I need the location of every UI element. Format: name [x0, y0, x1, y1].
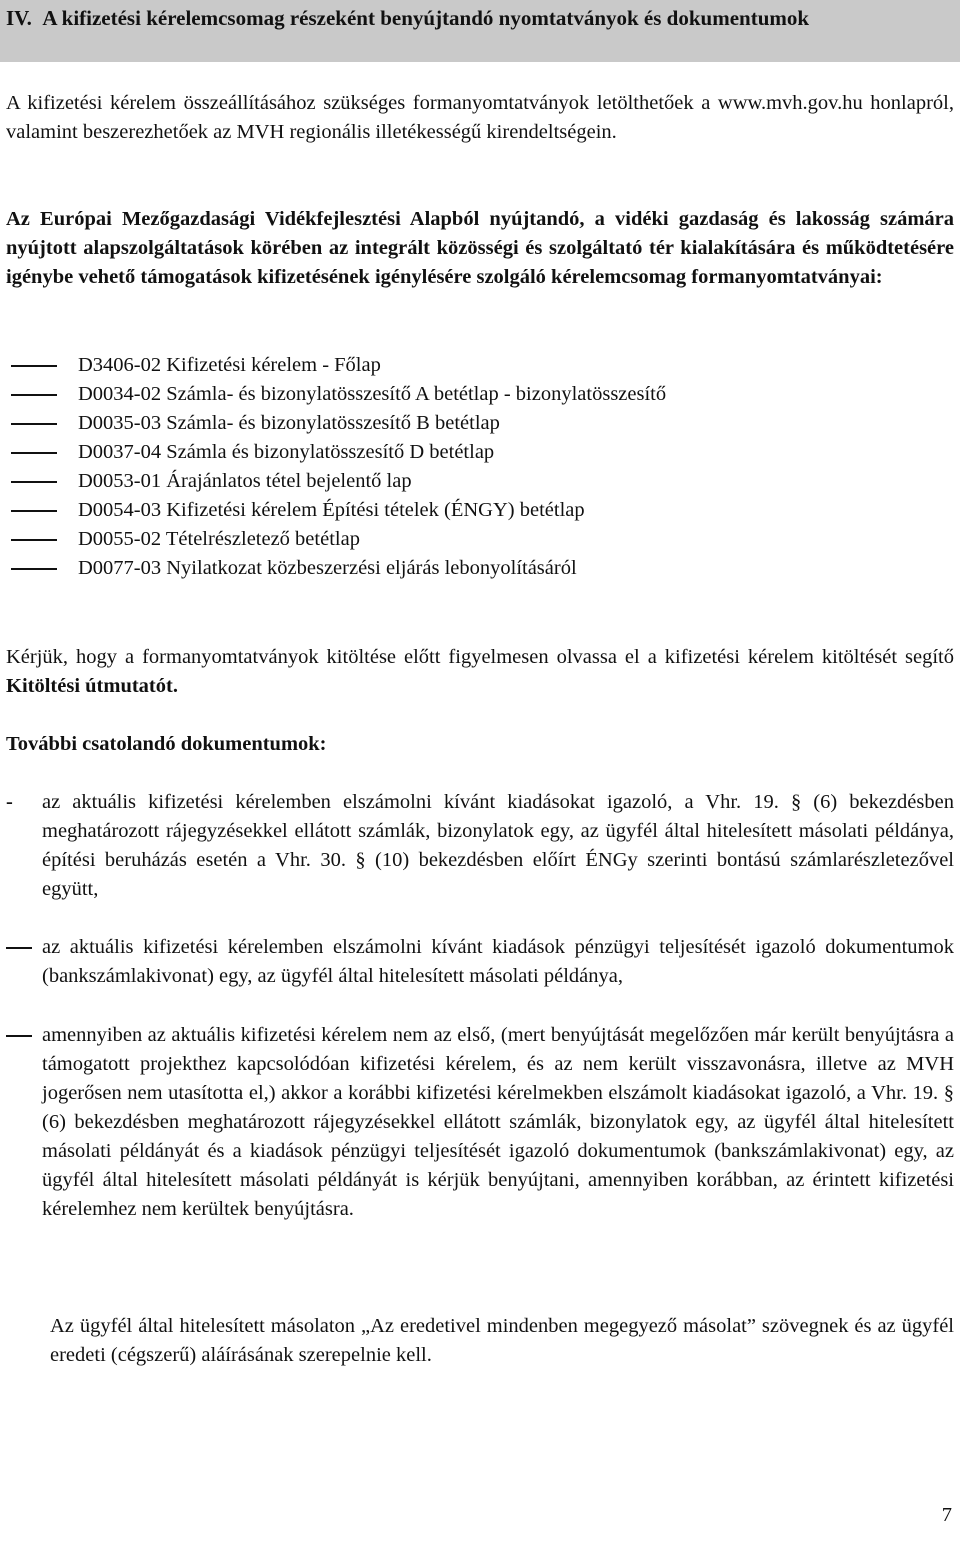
- dash-bullet: [11, 539, 57, 541]
- attachment-item: [42, 933, 954, 991]
- form-list: [6, 351, 666, 583]
- attachment-text: az aktuális kifizetési kérelemben elszámolni kívánt kiadások pénzügyi teljesítését igazoló dokumentumok (bankszámlakivonat) egy, az ügyfél által hitelesített másolati példánya,: [42, 936, 954, 987]
- list-item: [6, 351, 666, 380]
- certification-note: Az ügyfél által hitelesített másolaton „Az eredetivel mindenben megegyező másolat” szövegnek és az ügyfél eredeti (cégszerű) aláírásának szerepelnie kell.: [50, 1315, 954, 1366]
- request-paragraph: [6, 643, 954, 701]
- dash-bullet: [11, 394, 57, 396]
- page-number: 7: [941, 1504, 952, 1526]
- form-label: D3406-02 Kifizetési kérelem - Főlap: [78, 354, 381, 376]
- attachment-text: amennyiben az aktuális kifizetési kérelem nem az első, (mert benyújtását megelőzően már került benyújtásra a támogatott projekthez kapcsolódóan kifizetési kérelem, és az nem került visszavonásra, illetve az MVH jogerősen nem utasította el,) akkor a korábbi kifizetési kérelmekben elszámolt kiadásokat igazoló, a Vhr. 19. § (6) bekezdésben meghatározott rájegyzésekkel ellátott számlák, bizonylatok egy, az ügyfél által hitelesített másolati példányát és a kiadások pénzügyi teljesítését igazoló dokumentumok (bankszámlakivonat) egy, az ügyfél által hitelesített másolati példányát is kérjük benyújtani, amennyiben korábban, az érintett kifizetési kérelemhez nem kerültek benyújtásra.: [42, 1024, 954, 1220]
- list-item: [6, 409, 666, 438]
- dash-bullet: [11, 365, 57, 367]
- dash-bullet: [6, 947, 32, 949]
- form-label: D0054-03 Kifizetési kérelem Építési tételek (ÉNGY) betétlap: [78, 499, 585, 521]
- list-item: [6, 525, 666, 554]
- attachments-heading: További csatolandó dokumentumok:: [6, 733, 327, 755]
- list-item: [6, 380, 666, 409]
- list-item: [6, 467, 666, 496]
- dash-bullet: [11, 510, 57, 512]
- dash-bullet: [11, 568, 57, 570]
- attachment-item: [6, 788, 954, 904]
- form-label: D0053-01 Árajánlatos tétel bejelentő lap: [78, 470, 412, 492]
- form-label: D0034-02 Számla- és bizonylatösszesítő A betétlap - bizonylatösszesítő: [78, 383, 667, 405]
- list-item: [6, 554, 666, 583]
- hyphen-bullet: -: [6, 791, 13, 813]
- dash-bullet: [11, 481, 57, 483]
- form-label: D0055-02 Tételrészletező betétlap: [78, 528, 360, 550]
- attachment-text: az aktuális kifizetési kérelemben elszámolni kívánt kiadásokat igazoló, a Vhr. 19. § (6) bekezdésben meghatározott rájegyzésekkel ellátott számlák, bizonylatok egy, az ügyfél által hitelesített másolati példánya, építési beruházás esetén a Vhr. 30. § (10) bekezdésben előírt ÉNGy szerinti bontású számlarészletezővel együtt,: [42, 791, 954, 900]
- section-title: IV. A kifizetési kérelemcsomag részeként benyújtandó nyomtatványok és dokumentumok: [6, 6, 810, 30]
- form-label: D0077-03 Nyilatkozat közbeszerzési eljárás lebonyolításáról: [78, 557, 577, 579]
- list-item: [6, 496, 666, 525]
- intro-paragraph: A kifizetési kérelem összeállításához szükséges formanyomtatványok letölthetőek a www.mvh.gov.hu honlapról, valamint beszerezhetőek az MVH regionális illetékességű kirendeltségein.: [6, 92, 954, 143]
- form-label: D0037-04 Számla és bizonylatösszesítő D betétlap: [78, 441, 495, 463]
- list-item: [6, 438, 666, 467]
- request-text: Kérjük, hogy a formanyomtatványok kitöltése előtt figyelmesen olvassa el a kifizetési kérelem kitöltését segítő: [6, 646, 954, 668]
- lead-paragraph: Az Európai Mezőgazdasági Vidékfejlesztési Alapból nyújtandó, a vidéki gazdaság és lakosság számára nyújtott alapszolgáltatások körében az integrált közösségi és szolgáltató tér kialakítására és működtetésére igénybe vehető támogatások kifizetésének igénylésére szolgáló kérelemcsomag formanyomtatványai:: [6, 208, 954, 288]
- dash-bullet: [6, 1035, 32, 1037]
- section-header: [0, 0, 960, 62]
- form-label: D0035-03 Számla- és bizonylatösszesítő B betétlap: [78, 412, 500, 434]
- attachment-item: [42, 1021, 954, 1224]
- dash-bullet: [11, 423, 57, 425]
- dash-bullet: [11, 452, 57, 454]
- guide-reference: Kitöltési útmutatót.: [6, 675, 178, 697]
